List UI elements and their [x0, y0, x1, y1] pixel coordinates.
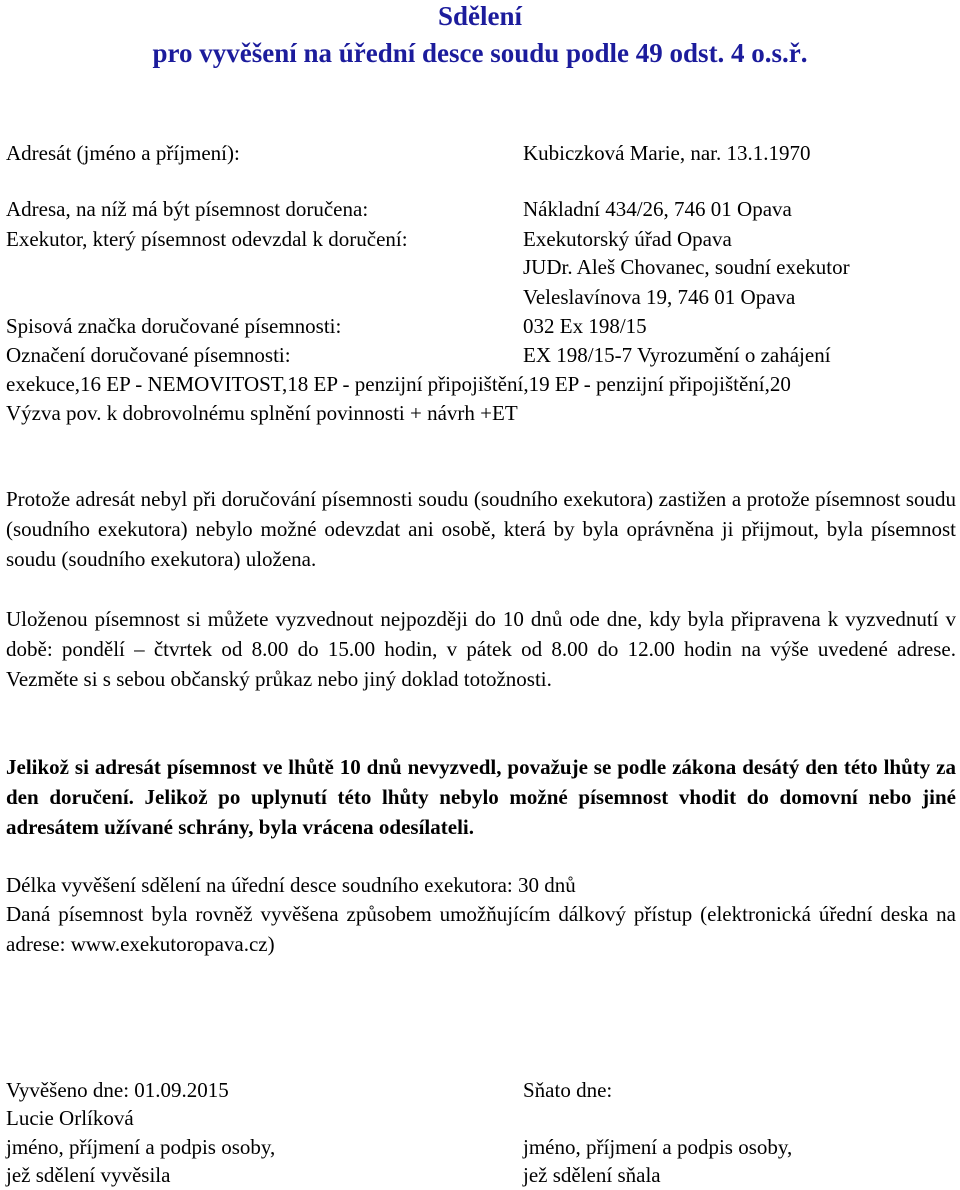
document-subtitle: pro vyvěšení na úřední desce soudu podle 49 odst. 4 o.s.ř. [152, 38, 808, 68]
removed-signature-caption: jméno, příjmení a podpis osoby, [523, 1135, 793, 1159]
designation-continuation: Výzva pov. k dobrovolnému splnění povinnosti + návrh +ET [6, 401, 518, 425]
executor-label: Exekutor, který písemnost odevzdal k doručení: [6, 227, 408, 251]
designation-label: Označení doručované písemnosti: [6, 343, 291, 367]
document-title: Sdělení [437, 1, 523, 31]
address-label: Adresa, na níž má být písemnost doručena: [6, 197, 369, 221]
removed-signature-caption: jež sdělení sňala [523, 1163, 661, 1187]
addressee-label: Adresát (jméno a příjmení): [6, 141, 240, 165]
removed-date: Sňato dne: [523, 1078, 613, 1102]
executor-address: Veleslavínova 19, 746 01 Opava [523, 285, 796, 309]
paragraph-pickup: Uloženou písemnost si můžete vyzvednout nejpozději do 10 dnů ode dne, kdy byla připravena k vyzvednutí v době: pondělí – čtvrtek od 8.00 do 15.00 hodin, v pátek od 8.00 do 12.00 hodin na výše uvedené adrese. Vezměte si s sebou občanský průkaz nebo jiný doklad totožnosti. [6, 607, 956, 691]
posted-signature-caption: jež sdělení vyvěsila [6, 1163, 171, 1187]
designation-value: EX 198/15-7 Vyrozumění o zahájení [523, 343, 831, 367]
executor-office: Exekutorský úřad Opava [523, 227, 732, 251]
file-number-label: Spisová značka doručované písemnosti: [6, 314, 342, 338]
address-value: Nákladní 434/26, 746 01 Opava [523, 197, 792, 221]
file-number-value: 032 Ex 198/15 [523, 314, 647, 338]
addressee-value: Kubiczková Marie, nar. 13.1.1970 [523, 141, 811, 165]
electronic-board-note: Daná písemnost byla rovněž vyvěšena způsobem umožňujícím dálkový přístup (elektronická úřední deska na adrese: www.exekutoropava.cz) [6, 902, 956, 956]
paragraph-not-found: Protože adresát nebyl při doručování písemnosti soudu (soudního exekutora) zastižen a protože písemnost soudu (soudního exekutora) nebylo možné odevzdat ani osobě, která by byla oprávněna ji přijmout, byla písemnost soudu (soudního exekutora) uložena. [6, 487, 956, 571]
paragraph-delivery-fiction: Jelikož si adresát písemnost ve lhůtě 10 dnů nevyzvedl, považuje se podle zákona desátý den této lhůty za den doručení. Jelikož po uplynutí této lhůty nebylo možné písemnost vhodit do domovní nebo jiné adresátem užívané schrány, byla vrácena odesílateli. [6, 755, 956, 839]
posting-duration: Délka vyvěšení sdělení na úřední desce soudního exekutora: 30 dnů [6, 873, 576, 897]
posted-signature-caption: jméno, příjmení a podpis osoby, [6, 1135, 276, 1159]
executor-name: JUDr. Aleš Chovanec, soudní exekutor [523, 255, 850, 279]
posted-by-name: Lucie Orlíková [6, 1106, 134, 1130]
designation-continuation: exekuce,16 EP - NEMOVITOST,18 EP - penzijní připojištění,19 EP - penzijní připojištění,20 [6, 372, 791, 396]
posted-date: Vyvěšeno dne: 01.09.2015 [6, 1078, 229, 1102]
